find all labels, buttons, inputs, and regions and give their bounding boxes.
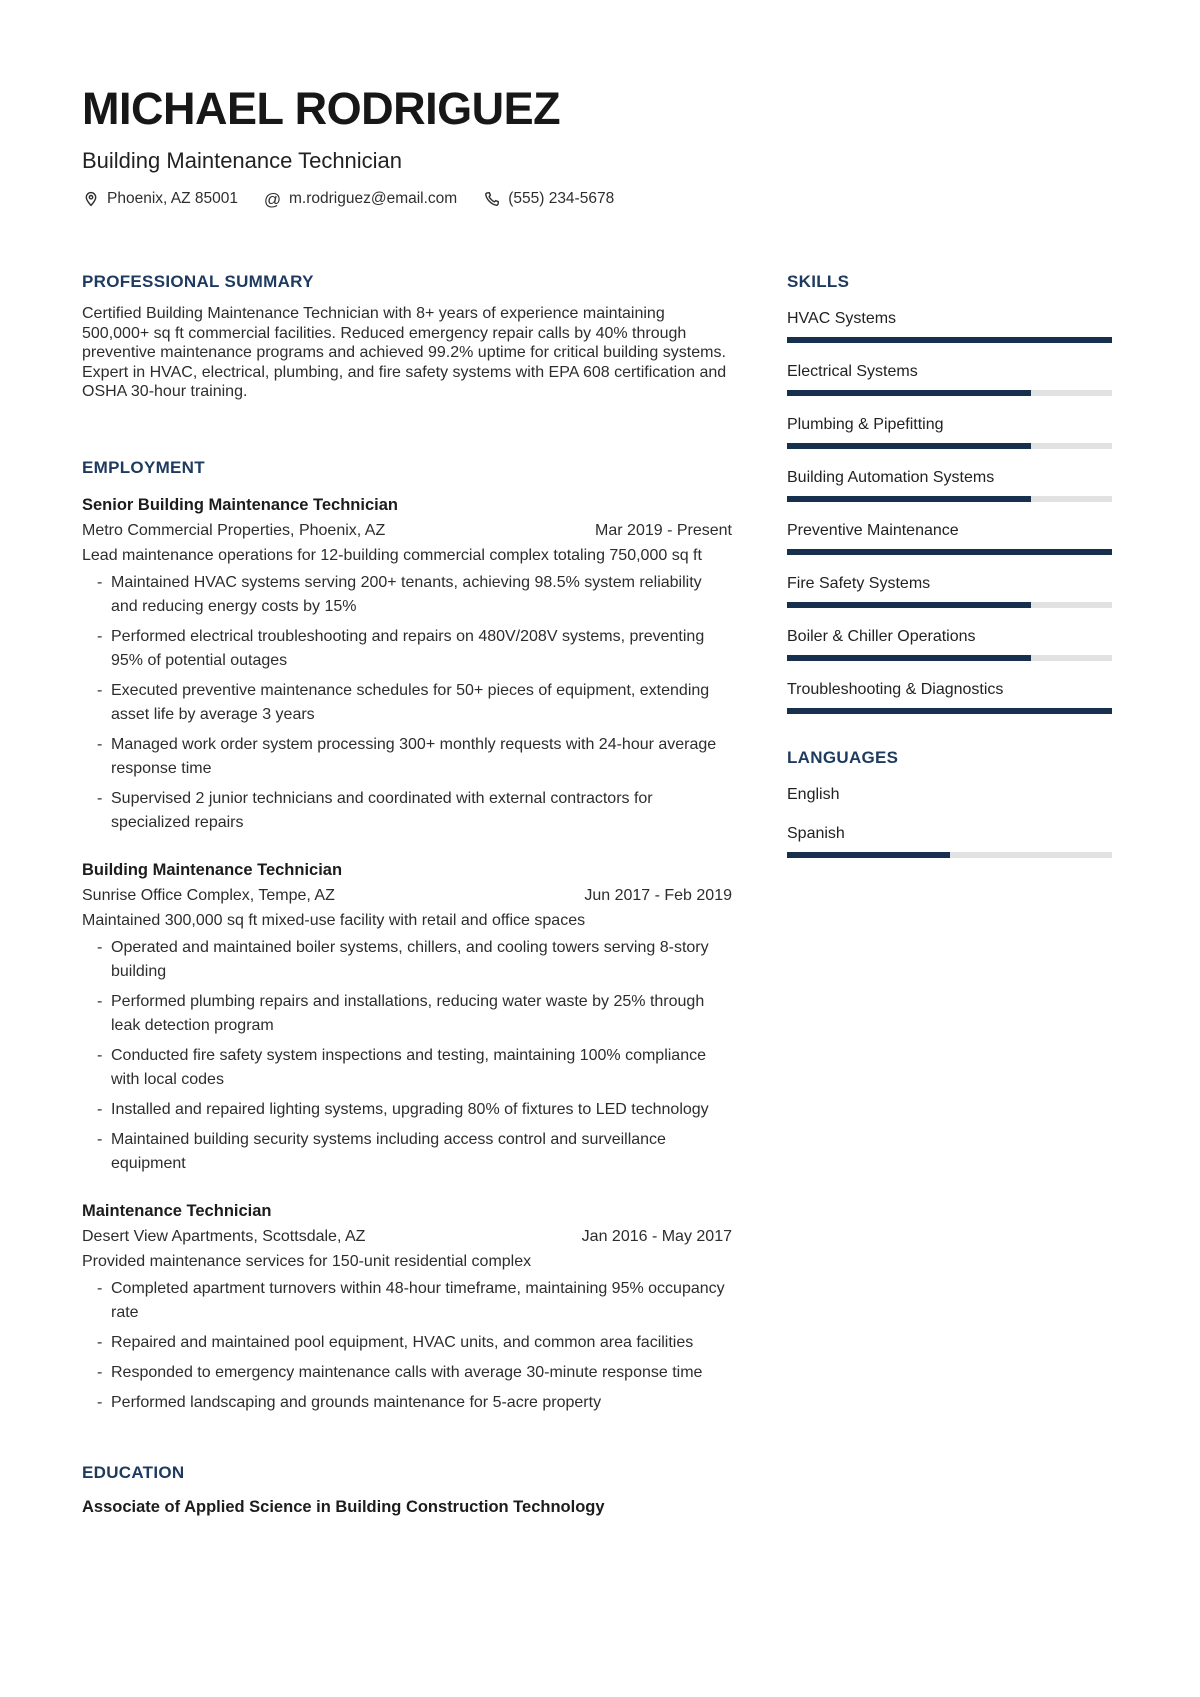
contact-row xyxy=(82,190,1112,208)
skill-label: HVAC Systems xyxy=(787,310,897,327)
job-entry xyxy=(82,857,732,1176)
section-languages xyxy=(787,748,1112,858)
contact-location-text: Phoenix, AZ 85001 xyxy=(107,190,238,207)
job-company: Desert View Apartments, Scottsdale, AZ xyxy=(82,1227,366,1245)
job-meta-row xyxy=(82,1224,732,1250)
language-item xyxy=(787,823,1112,858)
bullet-item: - Repaired and maintained pool equipment, HVAC units, and common area facilities xyxy=(82,1331,732,1355)
job-description: Lead maintenance operations for 12-building commercial complex totaling 750,000 sq ft xyxy=(82,546,702,564)
education-degree: Associate of Applied Science in Building Construction Technology xyxy=(82,1497,605,1516)
bullet-item: - Responded to emergency maintenance calls with average 30-minute response time xyxy=(82,1361,732,1385)
bullet-item: - Conducted fire safety system inspections and testing, maintaining 100% compliance with local codes xyxy=(82,1044,732,1092)
languages-heading: LANGUAGES xyxy=(787,748,899,767)
job-meta-row xyxy=(82,518,732,544)
bullet-item: - Supervised 2 junior technicians and coordinated with external contractors for specialized repairs xyxy=(82,787,732,835)
language-bar xyxy=(787,852,1112,858)
language-label: English xyxy=(787,786,840,803)
bullet-item: - Managed work order system processing 300+ monthly requests with 24-hour average response time xyxy=(82,733,732,781)
skill-bar xyxy=(787,549,1112,555)
summary-text: Certified Building Maintenance Technician with 8+ years of experience maintaining 500,000+ sq ft commercial facilities. Reduced emergency repair calls by 40% through preventive maintenance programs and achieved 99.2% uptime for critical building systems. Expert in HVAC, electrical, plumbing, and fire safety systems with EPA 608 certification and OSHA 30-hour training. xyxy=(82,305,727,400)
job-company: Metro Commercial Properties, Phoenix, AZ xyxy=(82,521,386,539)
skill-label: Fire Safety Systems xyxy=(787,575,931,592)
skill-item xyxy=(787,573,1112,608)
bullet-item: - Completed apartment turnovers within 48-hour timeframe, maintaining 95% occupancy rate xyxy=(82,1277,732,1325)
job-bullets xyxy=(82,1277,732,1415)
skill-item xyxy=(787,414,1112,449)
summary-heading: PROFESSIONAL SUMMARY xyxy=(82,272,314,291)
section-skills xyxy=(787,272,1112,714)
job-title: Maintenance Technician xyxy=(82,1201,272,1220)
skill-label: Electrical Systems xyxy=(787,363,918,380)
contact-email xyxy=(264,190,457,208)
job-entry xyxy=(82,1198,732,1415)
skill-bar xyxy=(787,655,1112,661)
skill-bar xyxy=(787,390,1112,396)
skill-label: Plumbing & Pipefitting xyxy=(787,416,944,433)
skill-bar-fill xyxy=(787,337,1112,343)
skill-bar-fill xyxy=(787,549,1112,555)
skill-label: Troubleshooting & Diagnostics xyxy=(787,681,1004,698)
job-title: Building Maintenance Technician xyxy=(82,860,343,879)
job-dates: Mar 2019 - Present xyxy=(595,521,732,539)
language-bar-fill xyxy=(787,852,950,858)
job-description: Provided maintenance services for 150-unit residential complex xyxy=(82,1252,532,1270)
job-company: Sunrise Office Complex, Tempe, AZ xyxy=(82,886,335,904)
skill-label: Building Automation Systems xyxy=(787,469,995,486)
resume-columns xyxy=(82,272,1112,1519)
bullet-item: - Operated and maintained boiler systems, chillers, and cooling towers serving 8-story building xyxy=(82,936,732,984)
section-professional-summary xyxy=(82,272,732,402)
job-description: Maintained 300,000 sq ft mixed-use facility with retail and office spaces xyxy=(82,911,586,929)
skill-bar xyxy=(787,443,1112,449)
resume-header xyxy=(82,83,1112,209)
skill-bar-fill xyxy=(787,708,1112,714)
skill-bar-fill xyxy=(787,443,1031,449)
job-meta-row xyxy=(82,883,732,909)
skill-bar-fill xyxy=(787,655,1031,661)
bullet-item: - Performed electrical troubleshooting and repairs on 480V/208V systems, preventing 95% of potential outages xyxy=(82,625,732,673)
bullet-item: - Performed landscaping and grounds maintenance for 5-acre property xyxy=(82,1391,732,1415)
skill-item xyxy=(787,626,1112,661)
bullet-item: - Installed and repaired lighting systems, upgrading 80% of fixtures to LED technology xyxy=(82,1098,732,1122)
contact-location xyxy=(82,190,238,208)
email-at-icon: @ xyxy=(263,189,282,209)
bullet-item: - Maintained HVAC systems serving 200+ tenants, achieving 98.5% system reliability and reducing energy costs by 15% xyxy=(82,571,732,619)
contact-phone xyxy=(483,190,614,208)
skill-bar-fill xyxy=(787,390,1031,396)
skills-heading: SKILLS xyxy=(787,272,850,291)
job-bullets xyxy=(82,936,732,1176)
sidebar-column xyxy=(787,272,1112,1519)
contact-phone-text: (555) 234-5678 xyxy=(508,190,615,207)
employment-heading: EMPLOYMENT xyxy=(82,457,205,477)
skill-bar-fill xyxy=(787,496,1031,502)
skill-item xyxy=(787,308,1112,343)
bullet-item: - Executed preventive maintenance schedules for 50+ pieces of equipment, extending asset life by average 3 years xyxy=(82,679,732,727)
candidate-name: MICHAEL RODRIGUEZ xyxy=(82,83,561,134)
job-entry xyxy=(82,492,732,835)
main-column xyxy=(82,272,732,1519)
skill-label: Boiler & Chiller Operations xyxy=(787,628,976,645)
candidate-title: Building Maintenance Technician xyxy=(82,148,403,173)
skill-bar xyxy=(787,602,1112,608)
section-education xyxy=(82,1463,732,1519)
skill-bar xyxy=(787,337,1112,343)
section-employment xyxy=(82,458,732,1415)
job-title: Senior Building Maintenance Technician xyxy=(82,495,398,514)
skill-bar-fill xyxy=(787,602,1031,608)
skill-item xyxy=(787,361,1112,396)
contact-email-text: m.rodriguez@email.com xyxy=(289,190,458,207)
job-bullets xyxy=(82,571,732,835)
education-heading: EDUCATION xyxy=(82,1462,185,1482)
location-pin-icon xyxy=(82,191,99,208)
bullet-item: - Maintained building security systems including access control and surveillance equipment xyxy=(82,1128,732,1176)
skill-bar xyxy=(787,496,1112,502)
skill-label: Preventive Maintenance xyxy=(787,522,959,539)
language-item xyxy=(787,784,1112,805)
skill-item xyxy=(787,467,1112,502)
skill-item xyxy=(787,679,1112,714)
bullet-item: - Performed plumbing repairs and installations, reducing water waste by 25% through leak detection program xyxy=(82,990,732,1038)
phone-icon xyxy=(483,191,500,208)
job-dates: Jun 2017 - Feb 2019 xyxy=(584,886,732,904)
language-label: Spanish xyxy=(787,825,845,842)
skill-item xyxy=(787,520,1112,555)
job-dates: Jan 2016 - May 2017 xyxy=(581,1227,732,1245)
skill-bar xyxy=(787,708,1112,714)
